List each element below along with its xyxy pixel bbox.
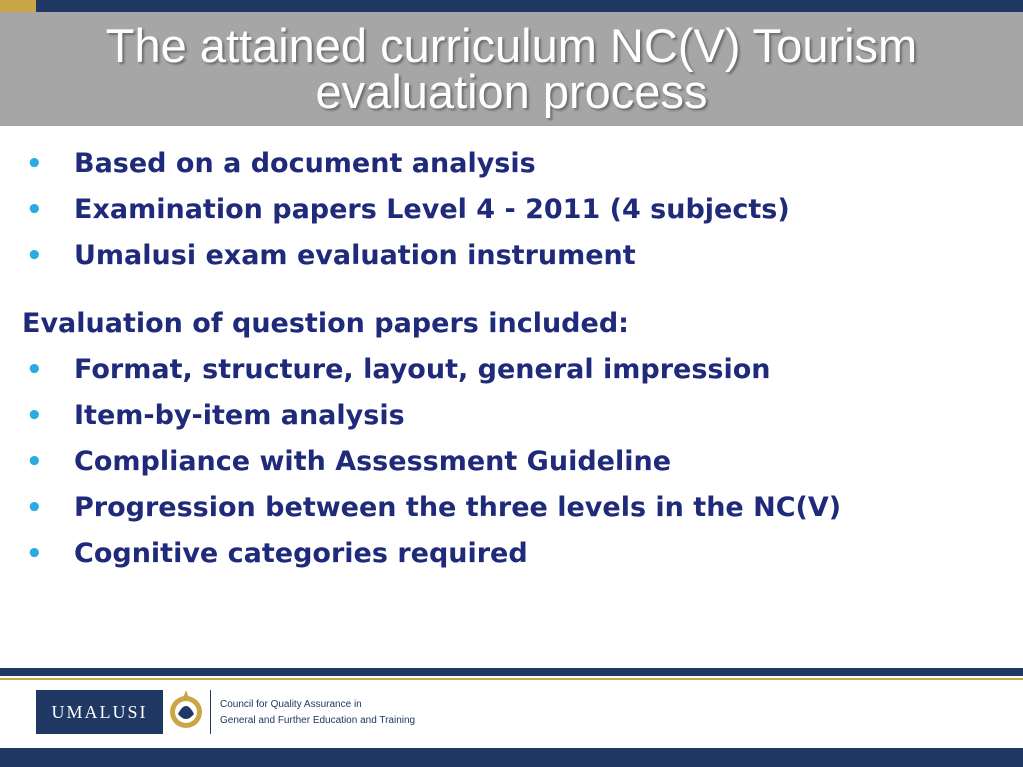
council-line-1: Council for Quality Assurance in xyxy=(220,699,362,710)
bullet-text: Format, structure, layout, general impression xyxy=(74,354,771,385)
bullet-dot: • xyxy=(26,539,43,569)
slide-content xyxy=(22,144,1012,580)
bullet-text: Examination papers Level 4 - 2011 (4 subjects) xyxy=(74,194,790,225)
bullet-text: Umalusi exam evaluation instrument xyxy=(74,240,636,271)
top-stripe xyxy=(0,0,1023,12)
bullet-dot: • xyxy=(26,241,43,271)
bullet-text: Based on a document analysis xyxy=(74,148,536,179)
bullet-item xyxy=(22,534,1012,580)
slide-title-line-2: evaluation process xyxy=(315,65,708,118)
bullet-item xyxy=(22,488,1012,534)
bullet-text: Compliance with Assessment Guideline xyxy=(74,446,672,477)
bullet-dot: • xyxy=(26,149,43,179)
evaluation-heading: Evaluation of question papers included: xyxy=(22,308,629,339)
evaluation-section xyxy=(22,304,1012,580)
slide-title-line-1: The attained curriculum NC(V) Tourism xyxy=(105,19,918,72)
bullet-dot: • xyxy=(26,401,43,431)
logo-divider xyxy=(210,690,211,734)
bullet-text: Cognitive categories required xyxy=(74,538,528,569)
bullet-dot: • xyxy=(26,355,43,385)
bullet-item xyxy=(22,236,1012,282)
bullet-dot: • xyxy=(26,447,43,477)
bullet-item xyxy=(22,442,1012,488)
bullet-item xyxy=(22,396,1012,442)
bullet-dot: • xyxy=(26,195,43,225)
bullet-item xyxy=(22,190,1012,236)
bullet-item xyxy=(22,350,1012,396)
umalusi-logo: UMALUSI xyxy=(36,690,163,734)
footer-rule-thick xyxy=(0,668,1023,676)
council-line-2: General and Further Education and Training xyxy=(220,715,416,726)
footer-bottom-bar xyxy=(0,748,1023,767)
bullet-list-evaluation xyxy=(22,350,1012,580)
bullet-item xyxy=(22,144,1012,190)
footer-rule-thin xyxy=(0,678,1023,680)
gold-corner-accent xyxy=(0,0,36,12)
bullet-list-top xyxy=(22,144,1012,282)
bullet-text: Item-by-item analysis xyxy=(74,400,405,431)
bullet-dot: • xyxy=(26,493,43,523)
council-name xyxy=(220,697,415,729)
umalusi-emblem-icon xyxy=(166,684,206,740)
title-band xyxy=(0,12,1023,126)
bullet-text: Progression between the three levels in the NC(V) xyxy=(74,492,842,523)
